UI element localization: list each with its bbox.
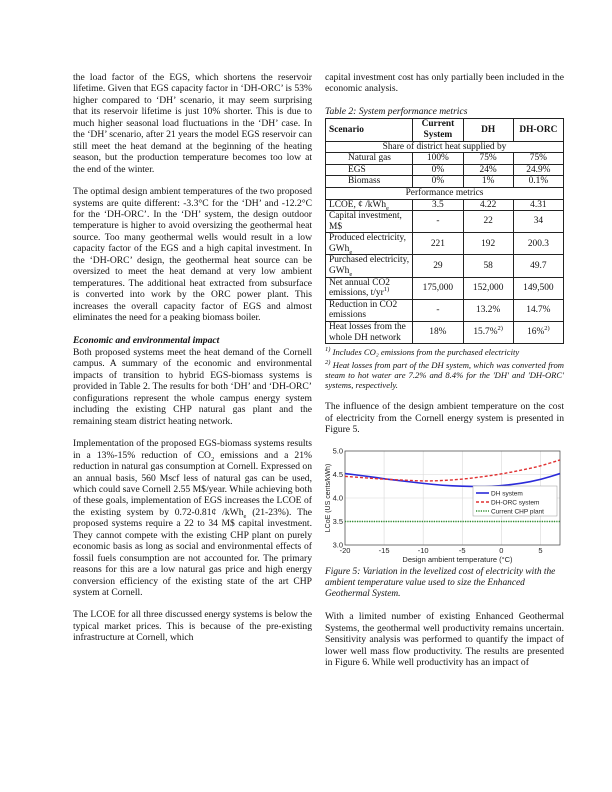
table-section-row: [326, 141, 564, 153]
cell: 0%: [413, 176, 463, 188]
table-section-row: [326, 187, 564, 199]
x-tick-label: -10: [417, 545, 429, 555]
legend-label: Current CHP plant: [491, 508, 544, 516]
footnote-mark: 1): [325, 346, 331, 354]
superscript: 2): [544, 325, 550, 333]
cell: 13.2%: [463, 299, 513, 321]
cell: 149,500: [513, 277, 563, 299]
label-text: Purchased electricity, GWh: [329, 255, 410, 277]
cell: -: [413, 299, 463, 321]
text-span: (21-23%). The proposed systems require a 22 to 34 M$ capital investment. They cannot compete with the existing CHP plant on purely economic basis as long as social and environmental effects of fossil fuels consumption are not accounted for. The primary reasons for this are a low natural gas price and high energy conversion efficiency of the existing state of the art CHP system at Cornell.: [73, 506, 312, 599]
performance-metrics-table: [325, 118, 564, 344]
cell: 24%: [463, 164, 513, 176]
table-row: [326, 322, 564, 344]
subscript: e: [349, 248, 353, 256]
table-row: [326, 211, 564, 233]
header-current-system: Current System: [413, 119, 463, 141]
legend-label: DH system: [491, 490, 523, 498]
figure-5-chart: [325, 447, 564, 565]
table-row: [326, 164, 564, 176]
paragraph-implementation: [73, 438, 312, 598]
row-label: [326, 199, 413, 211]
table-caption: Table 2: System performance metrics: [325, 105, 468, 117]
cell-text: 16%: [527, 327, 545, 338]
cell: 14.7%: [513, 299, 563, 321]
paragraph-figure-intro: The influence of the design ambient temperature on the cost of electricity from the Cornell energy system is presented in Figure 5.: [325, 401, 564, 436]
y-tick-label: 4.0: [332, 493, 343, 503]
header-dh: DH: [463, 119, 513, 141]
superscript: 2): [497, 325, 503, 333]
paragraph-sensitivity: With a limited number of existing Enhanced Geothermal Systems, the geothermal well productivity remains uncertain. Sensitivity analysis was performed to quantify the impact of lower well mass flow productivity. The results are presented in Figure 6. While well productivity has an impact of: [325, 611, 564, 669]
cell-text: 15.7%: [473, 327, 498, 338]
table-footnote-1: [325, 347, 564, 357]
cell: 58: [463, 255, 513, 277]
legend-label: DH-ORC system: [491, 499, 540, 507]
cell: 0%: [413, 164, 463, 176]
cell: [463, 322, 513, 344]
paragraph-load-factor: the load factor of the EGS, which shortens the reservoir lifetime. Given that EGS capacity factor in ‘DH-ORC’ is 53% higher compared to ‘DH’ scenario, it may seem surprising that its reservoir lifetime is just 10% shorter. This is due to much higher seasonal load fluctuations in the ‘DH’ case. In the ‘DH’ scenario, after 21 years the model EGS reservoir can still meet the heat demand at the beginning of the heating season, but the production temperature becomes too low at the end of the winter.: [73, 72, 312, 175]
table-header-row: [326, 119, 564, 141]
table-footnote-2: [325, 360, 564, 391]
label-text: Produced electricity, GWh: [329, 233, 406, 254]
x-tick-label: -5: [458, 545, 466, 555]
table-row: [326, 233, 564, 255]
x-axis-label: Design ambient temperature (°C): [402, 554, 513, 564]
cell: -: [413, 211, 463, 233]
superscript: 1): [383, 286, 390, 294]
label-text: Net annual CO2 emissions, t/yr: [329, 277, 390, 299]
y-tick-label: 3.0: [332, 540, 343, 550]
cell: 29: [413, 255, 463, 277]
row-label: EGS: [326, 164, 413, 176]
y-tick-label: 4.5: [332, 469, 343, 479]
subscript: e: [243, 512, 247, 520]
cell: 4.22: [463, 199, 513, 211]
paragraph-capital-investment: capital investment cost has only partially been included in the economic analysis.: [325, 72, 564, 95]
lcoe-line-chart: [325, 447, 564, 565]
subscript: e: [386, 204, 389, 212]
cell: 34: [513, 211, 563, 233]
label-text: LCOE, ¢ /kWh: [329, 199, 387, 210]
text-span: emissions and a 21% reduction in natural gas consumption at Cornell. Expressed on an annual basis, 560 Mscf less of natural gas can be used, which could save Cornell 2.55 M$/year. While achieving both of these goals, implementation of EGS increases the LCOE of the existing system by 0.72-0.81¢ /kWh: [73, 449, 312, 518]
cell: 100%: [413, 153, 463, 165]
cell: 3.5: [413, 199, 463, 211]
x-tick-label: -20: [339, 545, 351, 555]
header-dh-orc: DH-ORC: [513, 119, 563, 141]
y-axis-label: LCoE (US cents/kWh): [325, 463, 332, 533]
row-label: Capital investment, M$: [326, 211, 413, 233]
cell: 175,000: [413, 277, 463, 299]
footnote-text: Heat losses from part of the DH system, which was converted from steam to hot water are 7.2% and 8.4% for the 'DH' and 'DH-ORC' systems, respectively.: [325, 359, 564, 391]
x-tick-label: 5: [538, 545, 543, 555]
section-performance: Performance metrics: [326, 187, 564, 199]
cell: 1%: [463, 176, 513, 188]
cell: 18%: [413, 322, 463, 344]
table-row: [326, 255, 564, 277]
cell: 4.31: [513, 199, 563, 211]
y-tick-label: 3.5: [332, 516, 343, 526]
right-column: [325, 72, 564, 680]
x-tick-label: 0: [499, 545, 504, 555]
row-label: Biomass: [326, 176, 413, 188]
section-share: Share of district heat supplied by: [326, 141, 564, 153]
text-span: Implementation of the proposed EGS-biomass systems results in a 13%-15% reduction of CO: [73, 438, 312, 461]
paragraph-lcoe: The LCOE for all three discussed energy systems is below the typical market prices. This is because of the pre-existing infrastructure at Cornell, which: [73, 609, 312, 644]
cell: 152,000: [463, 277, 513, 299]
subscript: 2: [210, 455, 215, 463]
row-label: [326, 233, 413, 255]
cell: 221: [413, 233, 463, 255]
figure-caption-text: Variation in the levelized cost of electricity with the ambient temperature value used to size the Enhanced Geothermal System.: [325, 566, 556, 600]
table-row: [326, 277, 564, 299]
row-label: [326, 277, 413, 299]
figure-label: Figure 5:: [325, 566, 361, 577]
cell: 75%: [463, 153, 513, 165]
subscript: e: [349, 270, 353, 278]
left-column: [73, 72, 312, 655]
row-label: Reduction in CO2 emissions: [326, 299, 413, 321]
table-row: [326, 153, 564, 165]
section-heading-economic-impact: Economic and environmental impact: [73, 334, 220, 346]
cell: 24.9%: [513, 164, 563, 176]
cell: 200.3: [513, 233, 563, 255]
paragraph-summary: Both proposed systems meet the heat demand of the Cornell campus. A summary of the economic and environmental impacts of transition to hybrid EGS-biomass systems is provided in Table 2. The results for both ‘DH’ and ‘DH-ORC’ configurations represent the whole campus energy system including the existing CHP natural gas plant and the remaining steam district heating network.: [73, 346, 312, 427]
row-label: Heat losses from the whole DH network: [326, 322, 413, 344]
y-tick-label: 5.0: [332, 446, 343, 456]
header-scenario: Scenario: [326, 119, 413, 141]
x-tick-label: -15: [378, 545, 390, 555]
cell: 49.7: [513, 255, 563, 277]
paragraph-design-temperature: The optimal design ambient temperatures of the two proposed systems are quite different: -3.3°C for the ‘DH’ and -12.2°C for the ‘DH-ORC’. In the ‘DH’ system, the design outdoor temperature is higher to avoid oversizing the geothermal heat source. Too many geothermal wells would result in a low capacity factor of the EGS and a high capital investment. In the ‘DH-ORC’ design, the geothermal heat source can be oversized to meet the heat demand at very low ambient temperatures. The additional heat extracted from subsurface is converted into work by the ORC power plant. This increases the overall capacity factor of EGS and almost eliminates the need for a peaking biomass boiler.: [73, 186, 312, 324]
footnote-text: Includes CO₂ emissions from the purchased electricity: [332, 347, 520, 358]
cell: 75%: [513, 153, 563, 165]
table-row: [326, 199, 564, 211]
row-label: [326, 255, 413, 277]
row-label: Natural gas: [326, 153, 413, 165]
cell: 22: [463, 211, 513, 233]
cell: 0.1%: [513, 176, 563, 188]
table-row: [326, 176, 564, 188]
cell: 192: [463, 233, 513, 255]
cell: [513, 322, 563, 344]
footnote-mark: 2): [325, 358, 331, 366]
figure-caption: [325, 567, 564, 601]
table-row: [326, 299, 564, 321]
